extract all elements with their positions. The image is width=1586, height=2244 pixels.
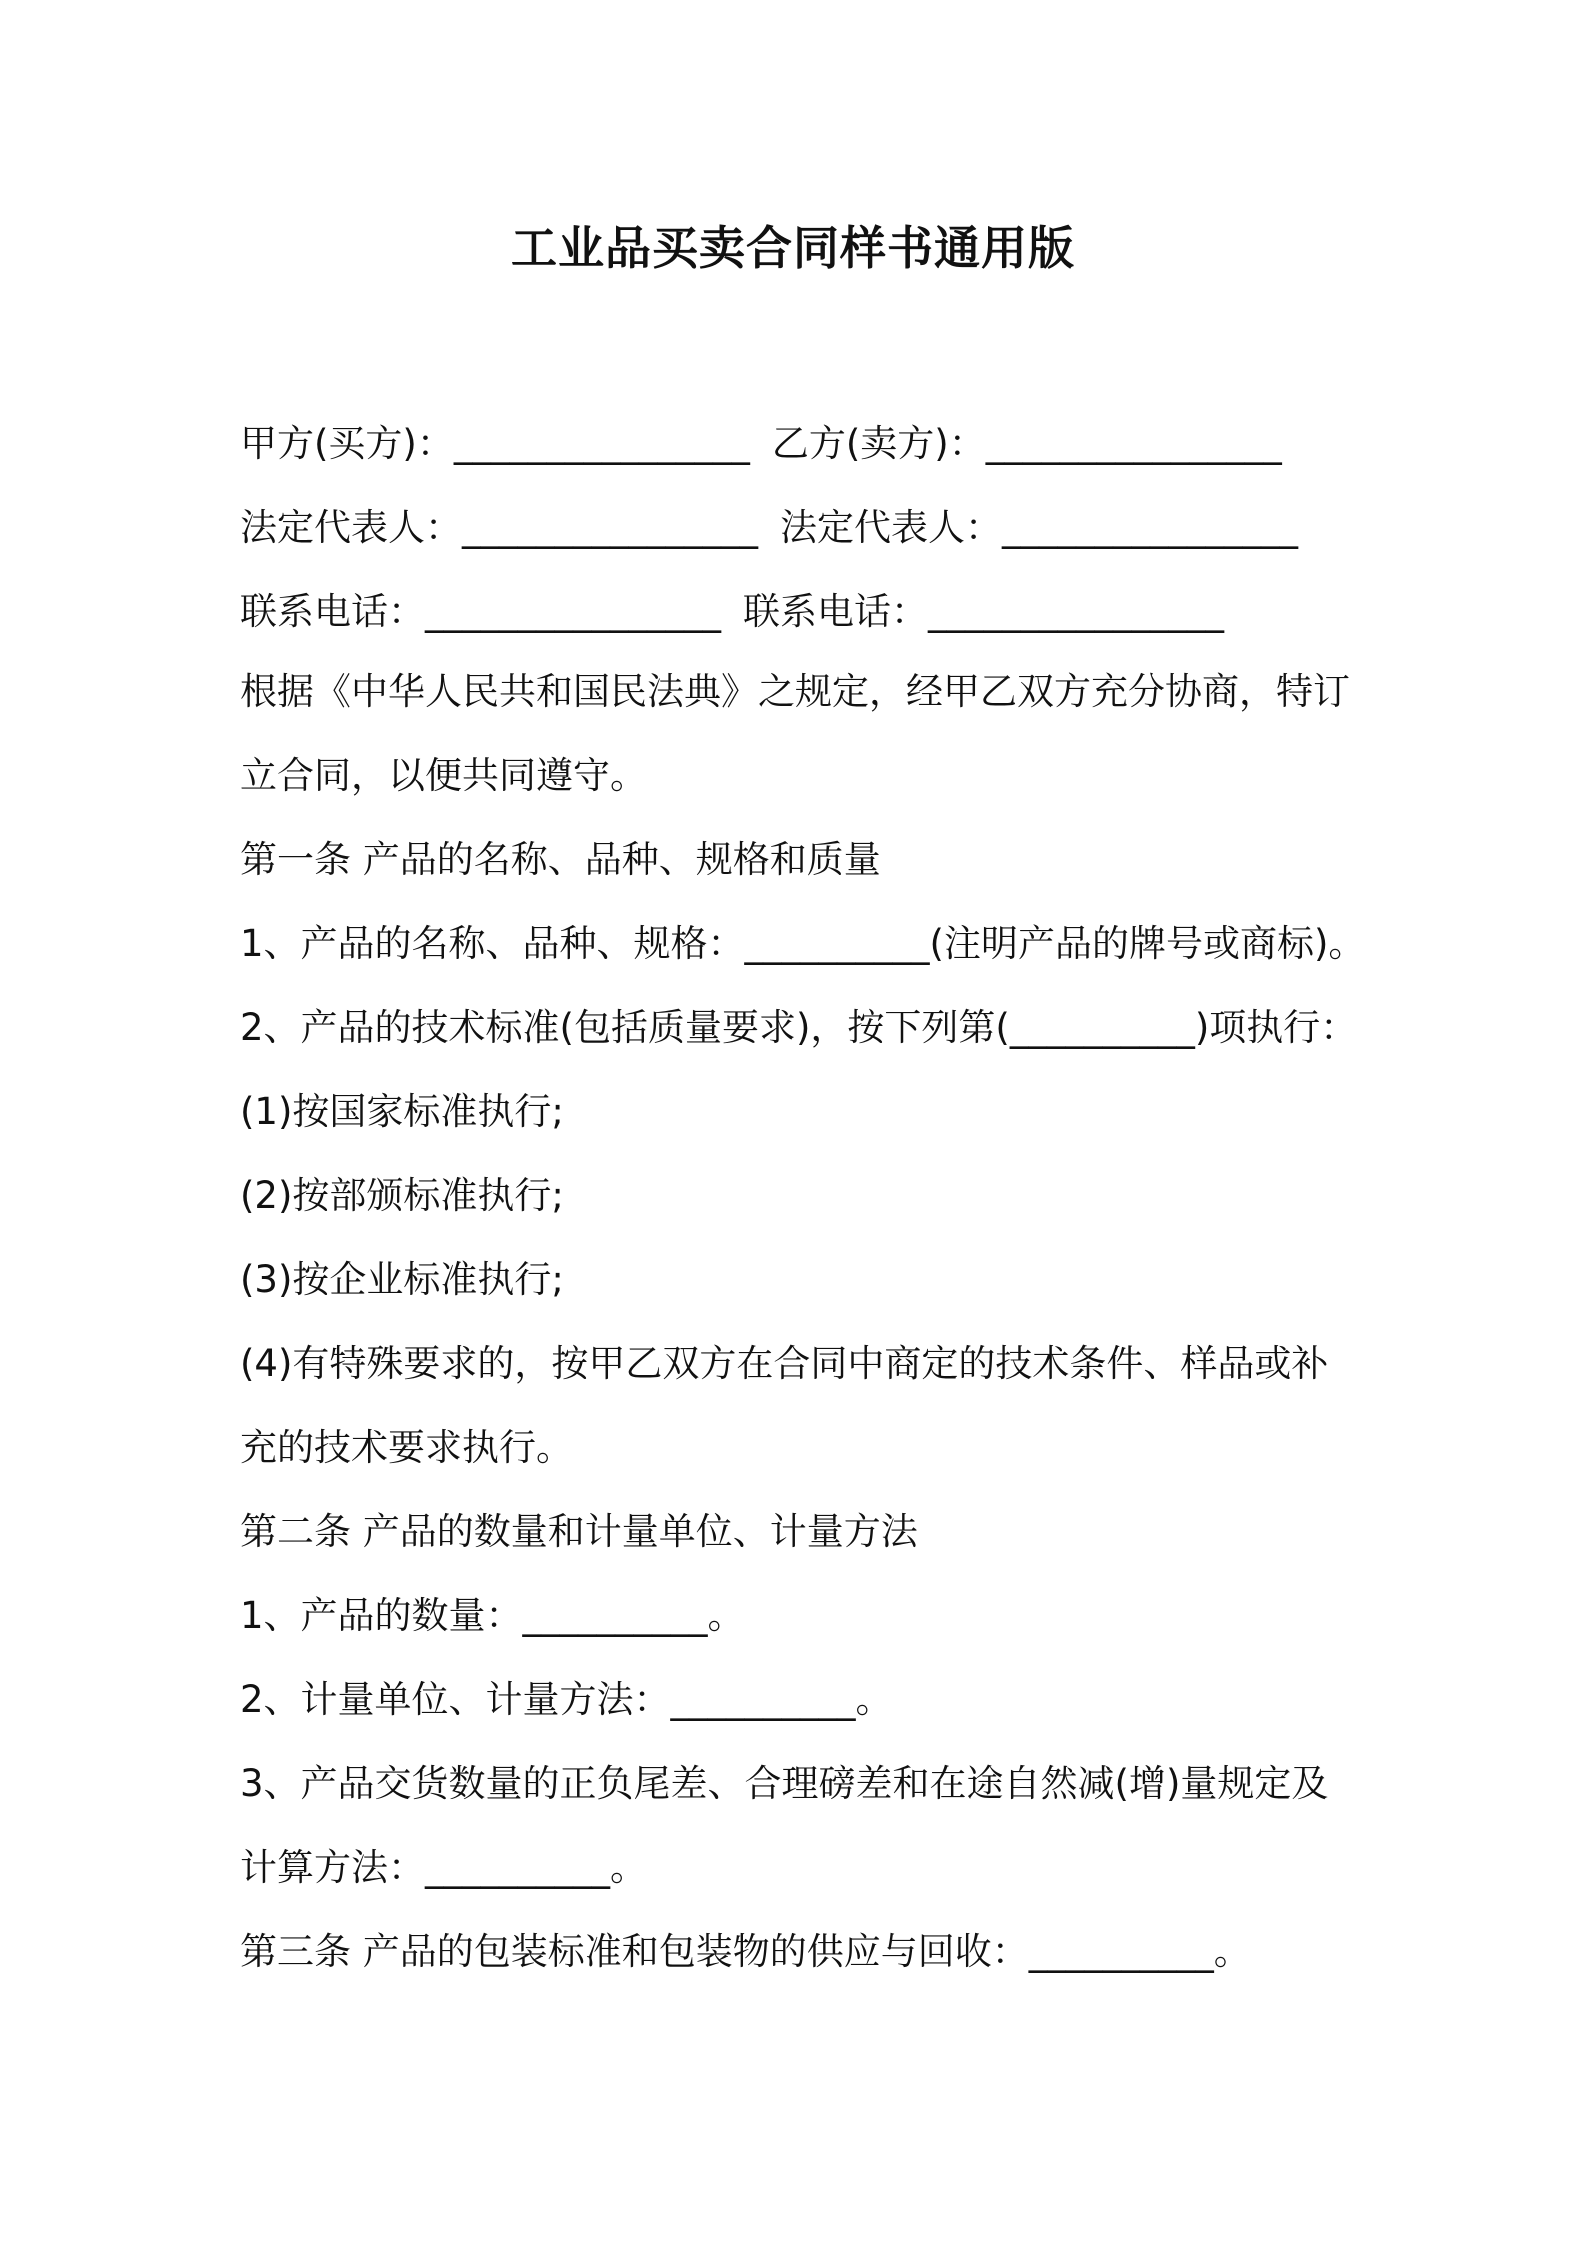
seller-blank: ________________ xyxy=(985,422,1282,465)
buyer-blank: ________________ xyxy=(453,422,750,465)
article-2-item-3-line-1: 3、产品交货数量的正负尾差、合理磅差和在途自然减(增)量规定及 xyxy=(240,1762,1329,1805)
buyer-phone-label: 联系电话： xyxy=(240,590,425,633)
buyer-field xyxy=(240,420,750,468)
article-1-option-1: (1)按国家标准执行; xyxy=(240,1090,564,1133)
buyer-phone-blank: ________________ xyxy=(425,590,721,633)
buyer-rep-label: 法定代表人： xyxy=(240,506,462,549)
phone-row xyxy=(240,588,1410,636)
article-1-heading: 第一条 产品的名称、品种、规格和质量 xyxy=(240,838,881,881)
article-2-item-1: 1、产品的数量：__________。 xyxy=(240,1594,745,1637)
article-1-item-2: 2、产品的技术标准(包括质量要求)，按下列第(__________)项执行： xyxy=(240,1006,1358,1049)
preamble-line-1: 根据《中华人民共和国民法典》之规定，经甲乙双方充分协商，特订 xyxy=(240,670,1350,713)
buyer-rep-blank: ________________ xyxy=(462,506,758,549)
party-names-row xyxy=(240,420,1410,468)
article-1-option-3: (3)按企业标准执行; xyxy=(240,1258,564,1301)
seller-field xyxy=(772,420,1282,468)
seller-rep-blank: ________________ xyxy=(1002,506,1298,549)
seller-label: 乙方(卖方)： xyxy=(771,422,986,465)
seller-phone-label: 联系电话： xyxy=(743,590,928,633)
article-3-heading: 第三条 产品的包装标准和包装物的供应与回收：__________。 xyxy=(240,1930,1251,1973)
article-1-option-2: (2)按部颁标准执行; xyxy=(240,1174,564,1217)
article-2-item-3-line-2: 计算方法：__________。 xyxy=(240,1846,647,1889)
article-2-item-2: 2、计量单位、计量方法：__________。 xyxy=(240,1678,893,1721)
preamble-line-2: 立合同，以便共同遵守。 xyxy=(240,754,647,797)
seller-phone-field xyxy=(743,588,1224,636)
buyer-phone-field xyxy=(240,588,721,636)
buyer-rep-field xyxy=(240,504,758,552)
article-1-item-1: 1、产品的名称、品种、规格：__________(注明产品的牌号或商标)。 xyxy=(240,922,1366,965)
article-1-option-4-line-2: 充的技术要求执行。 xyxy=(240,1426,573,1469)
legal-rep-row xyxy=(240,504,1410,552)
buyer-label: 甲方(买方)： xyxy=(240,422,454,465)
document-title: 工业品买卖合同样书通用版 xyxy=(511,221,1075,275)
seller-rep-label: 法定代表人： xyxy=(780,506,1002,549)
seller-phone-blank: ________________ xyxy=(928,590,1224,633)
article-2-heading: 第二条 产品的数量和计量单位、计量方法 xyxy=(240,1510,918,1553)
seller-rep-field xyxy=(780,504,1298,552)
article-1-option-4-line-1: (4)有特殊要求的，按甲乙双方在合同中商定的技术条件、样品或补 xyxy=(240,1342,1329,1385)
